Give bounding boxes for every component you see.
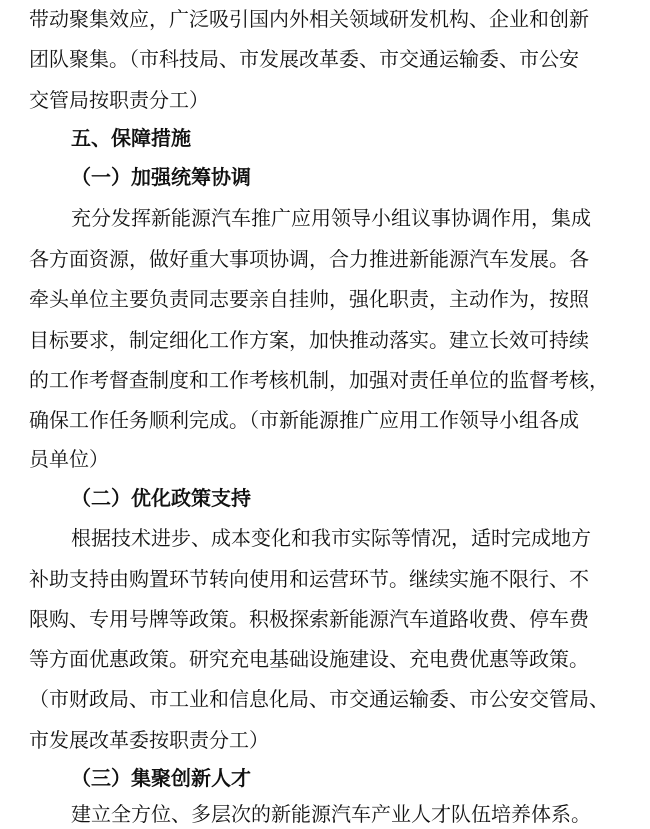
paragraph-line: 确保工作任务顺利完成。（市新能源推广应用工作领导小组各成 — [29, 408, 579, 432]
subsection-heading: （三）集聚创新人才 — [71, 766, 251, 790]
paragraph-line: 充分发挥新能源汽车推广应用领导小组议事协调作用，集成 — [71, 206, 591, 230]
paragraph-line: 补助支持由购置环节转向使用和运营环节。继续实施不限行、不 — [29, 567, 589, 591]
paragraph-line: 交管局按职责分工） — [29, 88, 209, 112]
subsection-heading: （一）加强统筹协调 — [71, 165, 251, 189]
paragraph-line: 员单位） — [29, 447, 109, 471]
paragraph-line: 根据技术进步、成本变化和我市实际等情况，适时完成地方 — [71, 526, 591, 550]
paragraph-line: 等方面优惠政策。研究充电基础设施建设、充电费优惠等政策。 — [29, 647, 589, 671]
section-heading: 五、保障措施 — [71, 126, 191, 150]
paragraph-line: 带动聚集效应，广泛吸引国内外相关领域研发机构、企业和创新 — [29, 7, 589, 31]
subsection-heading: （二）优化政策支持 — [71, 486, 251, 510]
paragraph-line: 建立全方位、多层次的新能源汽车产业人才队伍培养体系。 — [71, 802, 591, 826]
paragraph-line: 牵头单位主要负责同志要亲自挂帅，强化职责，主动作为，按照 — [29, 287, 589, 311]
paragraph-line: 市发展改革委按职责分工） — [29, 728, 269, 752]
paragraph-line: 目标要求，制定细化工作方案，加快推动落实。建立长效可持续 — [29, 328, 589, 352]
paragraph-line: 各方面资源，做好重大事项协调，合力推进新能源汽车发展。各 — [29, 247, 589, 271]
paragraph-line: 的工作考督查制度和工作考核机制，加强对责任单位的监督考核， — [29, 368, 609, 392]
paragraph-line: （市财政局、市工业和信息化局、市交通运输委、市公安交管局、 — [29, 687, 609, 711]
paragraph-line: 团队聚集。（市科技局、市发展改革委、市交通运输委、市公安 — [29, 47, 579, 71]
paragraph-line: 限购、专用号牌等政策。积极探索新能源汽车道路收费、停车费 — [29, 607, 589, 631]
